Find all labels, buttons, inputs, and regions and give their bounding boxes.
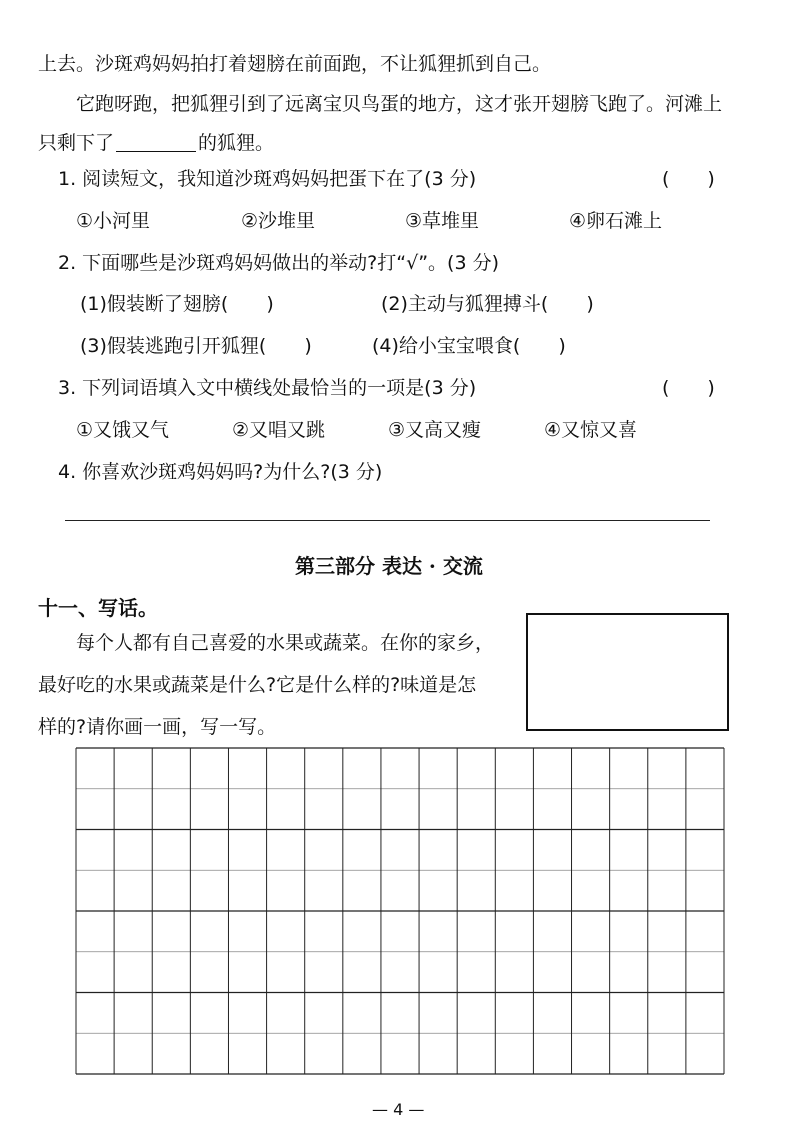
question-1-text: 1. 阅读短文，我知道沙斑鸡妈妈把蛋下在了(3 分) xyxy=(58,168,477,190)
question-1-answer-bracket[interactable]: ( ) xyxy=(662,168,715,190)
question-3-answer-bracket[interactable]: ( ) xyxy=(662,377,715,399)
question-1-option-2: ②沙堆里 xyxy=(241,210,316,232)
question-4-text: 4. 你喜欢沙斑鸡妈妈吗?为什么?(3 分) xyxy=(58,461,383,483)
question-3-option-4: ④又惊又喜 xyxy=(544,419,638,441)
question-1-option-4: ④卵石滩上 xyxy=(569,210,663,232)
passage-line-3-end: 的狐狸。 xyxy=(198,132,275,154)
section-heading: 十一、写话。 xyxy=(38,596,158,620)
passage-line-3-start: 只剩下了 xyxy=(38,132,115,154)
question-3-option-3: ③又高又瘦 xyxy=(388,419,482,441)
question-2-text: 2. 下面哪些是沙斑鸡妈妈做出的举动?打“√”。(3 分) xyxy=(58,252,499,274)
writing-prompt-line-1: 每个人都有自己喜爱的水果或蔬菜。在你的家乡， xyxy=(76,632,495,654)
question-2-item-3[interactable]: (3)假装逃跑引开狐狸( ) xyxy=(80,335,312,357)
question-2-item-2[interactable]: (2)主动与狐狸搏斗( ) xyxy=(381,293,594,315)
question-3-text: 3. 下列词语填入文中横线处最恰当的一项是(3 分) xyxy=(58,377,477,399)
writing-prompt-line-2: 最好吃的水果或蔬菜是什么?它是什么样的?味道是怎 xyxy=(38,674,477,696)
question-2-item-1[interactable]: (1)假装断了翅膀( ) xyxy=(80,293,274,315)
part-title: 第三部分 表达 · 交流 xyxy=(295,554,483,578)
passage-line-1: 上去。沙斑鸡妈妈拍打着翅膀在前面跑，不让狐狸抓到自己。 xyxy=(38,53,552,75)
page-number: — 4 — xyxy=(372,1100,425,1119)
question-2-item-4[interactable]: (4)给小宝宝喂食( ) xyxy=(372,335,566,357)
question-3-option-2: ②又唱又跳 xyxy=(232,419,326,441)
passage-line-2: 它跑呀跑，把狐狸引到了远离宝贝鸟蛋的地方，这才张开翅膀飞跑了。河滩上 xyxy=(76,93,723,115)
question-1-option-3: ③草堆里 xyxy=(405,210,480,232)
question-1-option-1: ①小河里 xyxy=(76,210,151,232)
question-3-option-1: ①又饿又气 xyxy=(76,419,170,441)
writing-prompt-line-3: 样的?请你画一画，写一写。 xyxy=(38,716,277,738)
